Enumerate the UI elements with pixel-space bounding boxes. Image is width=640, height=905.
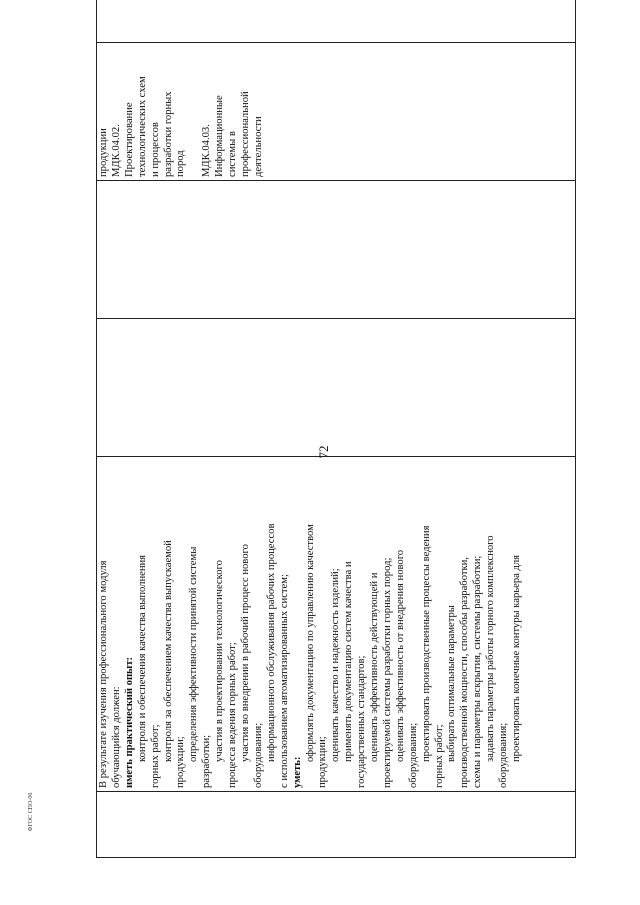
discipline-line: разработки горных (162, 91, 174, 177)
discipline-line: профессиональной (240, 91, 252, 177)
table-row (97, 0, 576, 858)
discipline-line: и процессов (149, 122, 161, 177)
requirements-text (98, 460, 524, 788)
footer-code: ФГОС СПО-06 (28, 792, 34, 832)
cell-hours-mandatory (97, 181, 576, 319)
module-table (96, 0, 576, 858)
discipline-line: Информационные (214, 95, 226, 177)
requirement-line: оценивать качество и надежность изделий; (330, 568, 342, 762)
requirement-line: горных работ; (149, 724, 161, 788)
requirement-line: с использованием автоматизированных систем; (278, 574, 290, 788)
requirement-line: участия во внедрении в рабочий процесс нового (239, 544, 251, 762)
discipline-line: Проектирование (123, 102, 135, 177)
discipline-line (188, 46, 201, 177)
requirement-line: иметь практический опыт: (123, 656, 135, 788)
discipline-line: деятельности (252, 116, 264, 177)
requirement-line: продукции; (317, 736, 329, 788)
requirement-line: уметь: (291, 756, 303, 788)
requirement-line: оценивать эффективность действующей и (369, 572, 381, 762)
requirement-line: горных работ; (433, 724, 445, 788)
requirement-line: задавать параметры работы горного комплексного (485, 535, 497, 762)
table-container (96, 38, 576, 858)
requirement-line: оборудования; (252, 722, 264, 788)
requirement-line: контроля за обеспечением качества выпускаемой (162, 540, 174, 762)
requirement-line: В результате изучения профессионального модуля (98, 560, 109, 788)
requirement-line: проектировать производственные процессы ведения (420, 525, 432, 762)
requirement-line: проектировать конечные контуры карьера для (511, 554, 522, 762)
requirement-line: схемы и параметры вскрытия, системы разработки; (472, 555, 484, 788)
requirement-line: контроля и обеспечения качества выполнения (136, 554, 148, 762)
requirement-line: государственных стандартов; (356, 655, 368, 788)
cell-competencies (97, 0, 576, 43)
discipline-line: системы в (227, 131, 239, 177)
page-number: 72 (316, 445, 331, 459)
requirement-line: продукции; (175, 736, 187, 788)
requirement-line: определения эффективности принятой системы (188, 546, 200, 762)
requirement-line: разработки; (201, 734, 213, 788)
requirement-line: оформлять документацию по управлению качеством (304, 524, 316, 762)
requirement-line: участия в проектировании технологического (214, 560, 226, 762)
discipline-line: технологических схем (136, 76, 148, 177)
requirement-line: обучающийся должен: (110, 686, 122, 788)
requirement-line: оценивать эффективность от внедрения нового (394, 549, 406, 762)
requirement-line: производственной мощности, способы разработки, (459, 557, 471, 788)
requirement-line: процесса ведения горных работ; (227, 642, 239, 788)
rotated-table-frame (96, 38, 576, 858)
requirement-line: проектируемой системы разработки горных пород; (381, 557, 393, 788)
requirement-line: применять документацию систем качества и (343, 561, 355, 762)
discipline-line: МДК.04.02. (110, 124, 122, 177)
requirement-line: оборудования; (498, 722, 510, 788)
discipline-line: МДК.04.03. (201, 124, 213, 177)
discipline-line: пород (175, 150, 187, 177)
requirement-line: оборудования; (407, 722, 419, 788)
cell-disciplines (97, 43, 576, 181)
requirement-line: информационного обслуживания рабочих процессов (265, 523, 277, 762)
cell-requirements (97, 457, 576, 792)
cell-code (97, 792, 576, 858)
requirement-line: выбирать оптимальные параметры (446, 605, 458, 762)
disciplines-text (98, 46, 266, 177)
discipline-line: продукции (98, 128, 109, 177)
cell-hours-total (97, 319, 576, 457)
